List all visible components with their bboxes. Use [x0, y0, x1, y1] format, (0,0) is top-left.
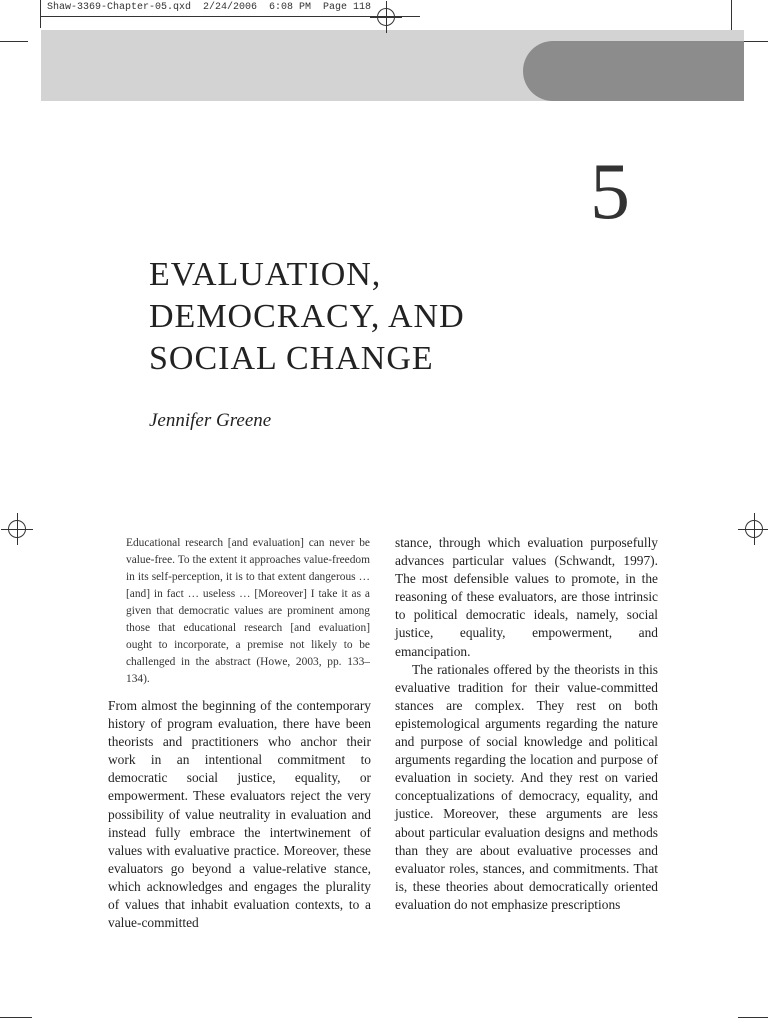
crop-mark-bottom-left-h: [0, 1017, 32, 1018]
chapter-title-line: EVALUATION,: [149, 256, 382, 293]
body-column-right: [395, 534, 658, 914]
crop-mark-top-left-h: [0, 41, 28, 42]
print-slug: Shaw-3369-Chapter-05.qxd 2/24/2006 6:08 PM Page 118: [47, 2, 372, 13]
chapter-number: 5: [590, 148, 630, 236]
registration-mark-left: [8, 520, 26, 538]
slug-rule: [40, 16, 420, 17]
crop-mark-top-left-v: [40, 0, 41, 28]
crop-mark-top-right-h: [742, 41, 768, 42]
body-paragraph: stance, through which evaluation purposefully advances particular values (Schwandt, 1997). The most defensible values to promote, in the reasoning of these evaluators, are those intrinsic to political democratic ideals, namely, social justice, equality, empowerment, and emancipation.: [395, 535, 658, 659]
chapter-title: [149, 254, 465, 380]
chapter-title-line: DEMOCRACY, AND: [149, 298, 465, 335]
registration-mark-right: [745, 520, 763, 538]
chapter-author: Jennifer Greene: [149, 410, 272, 431]
body-paragraph: From almost the beginning of the contemporary history of program evaluation, there have been theorists and practitioners who anchor their work in an intentional commitment to democratic social justice, equality, or empowerment. These evaluators reject the very possibility of value neutrality in evaluation and instead fully embrace the intertwinement of values with evaluative practice. Moreover, these evaluators go beyond a value-relative stance, which acknowledges and engages the plurality of values that inhabit evaluation contexts, to a value-committed: [108, 698, 371, 931]
body-column-left: [108, 697, 371, 932]
registration-mark-top: [377, 8, 395, 26]
crop-mark-top-right-v: [731, 0, 732, 30]
chapter-title-line: SOCIAL CHANGE: [149, 340, 434, 377]
chapter-header-tab: [523, 41, 744, 101]
crop-mark-bottom-right-h: [738, 1017, 768, 1018]
epigraph-quote: Educational research [and evaluation] can never be value-free. To the extent it approaches value-freedom in its self-perception, it is to that extent dangerous … [and] in fact … useless … [Moreover] I take it as a given that democratic values are prominent among those that educational research [and evaluation] ought to incorporate, a premise not likely to be challenged in the abstract (Howe, 2003, pp. 133–134).: [126, 537, 370, 685]
body-paragraph: The rationales offered by the theorists in this evaluative tradition for their value-committed stances are complex. They rest on both epistemological arguments regarding the nature and purpose of social knowledge and political arguments regarding the location and purpose of evaluation in society. And they rest on varied conceptualizations of democracy, equality, and justice. Moreover, these arguments are less about particular evaluation designs and methods than they are about evaluative processes and evaluator roles, stances, and commitments. That is, these theories about democratically oriented evaluation do not emphasize prescriptions: [395, 661, 658, 912]
